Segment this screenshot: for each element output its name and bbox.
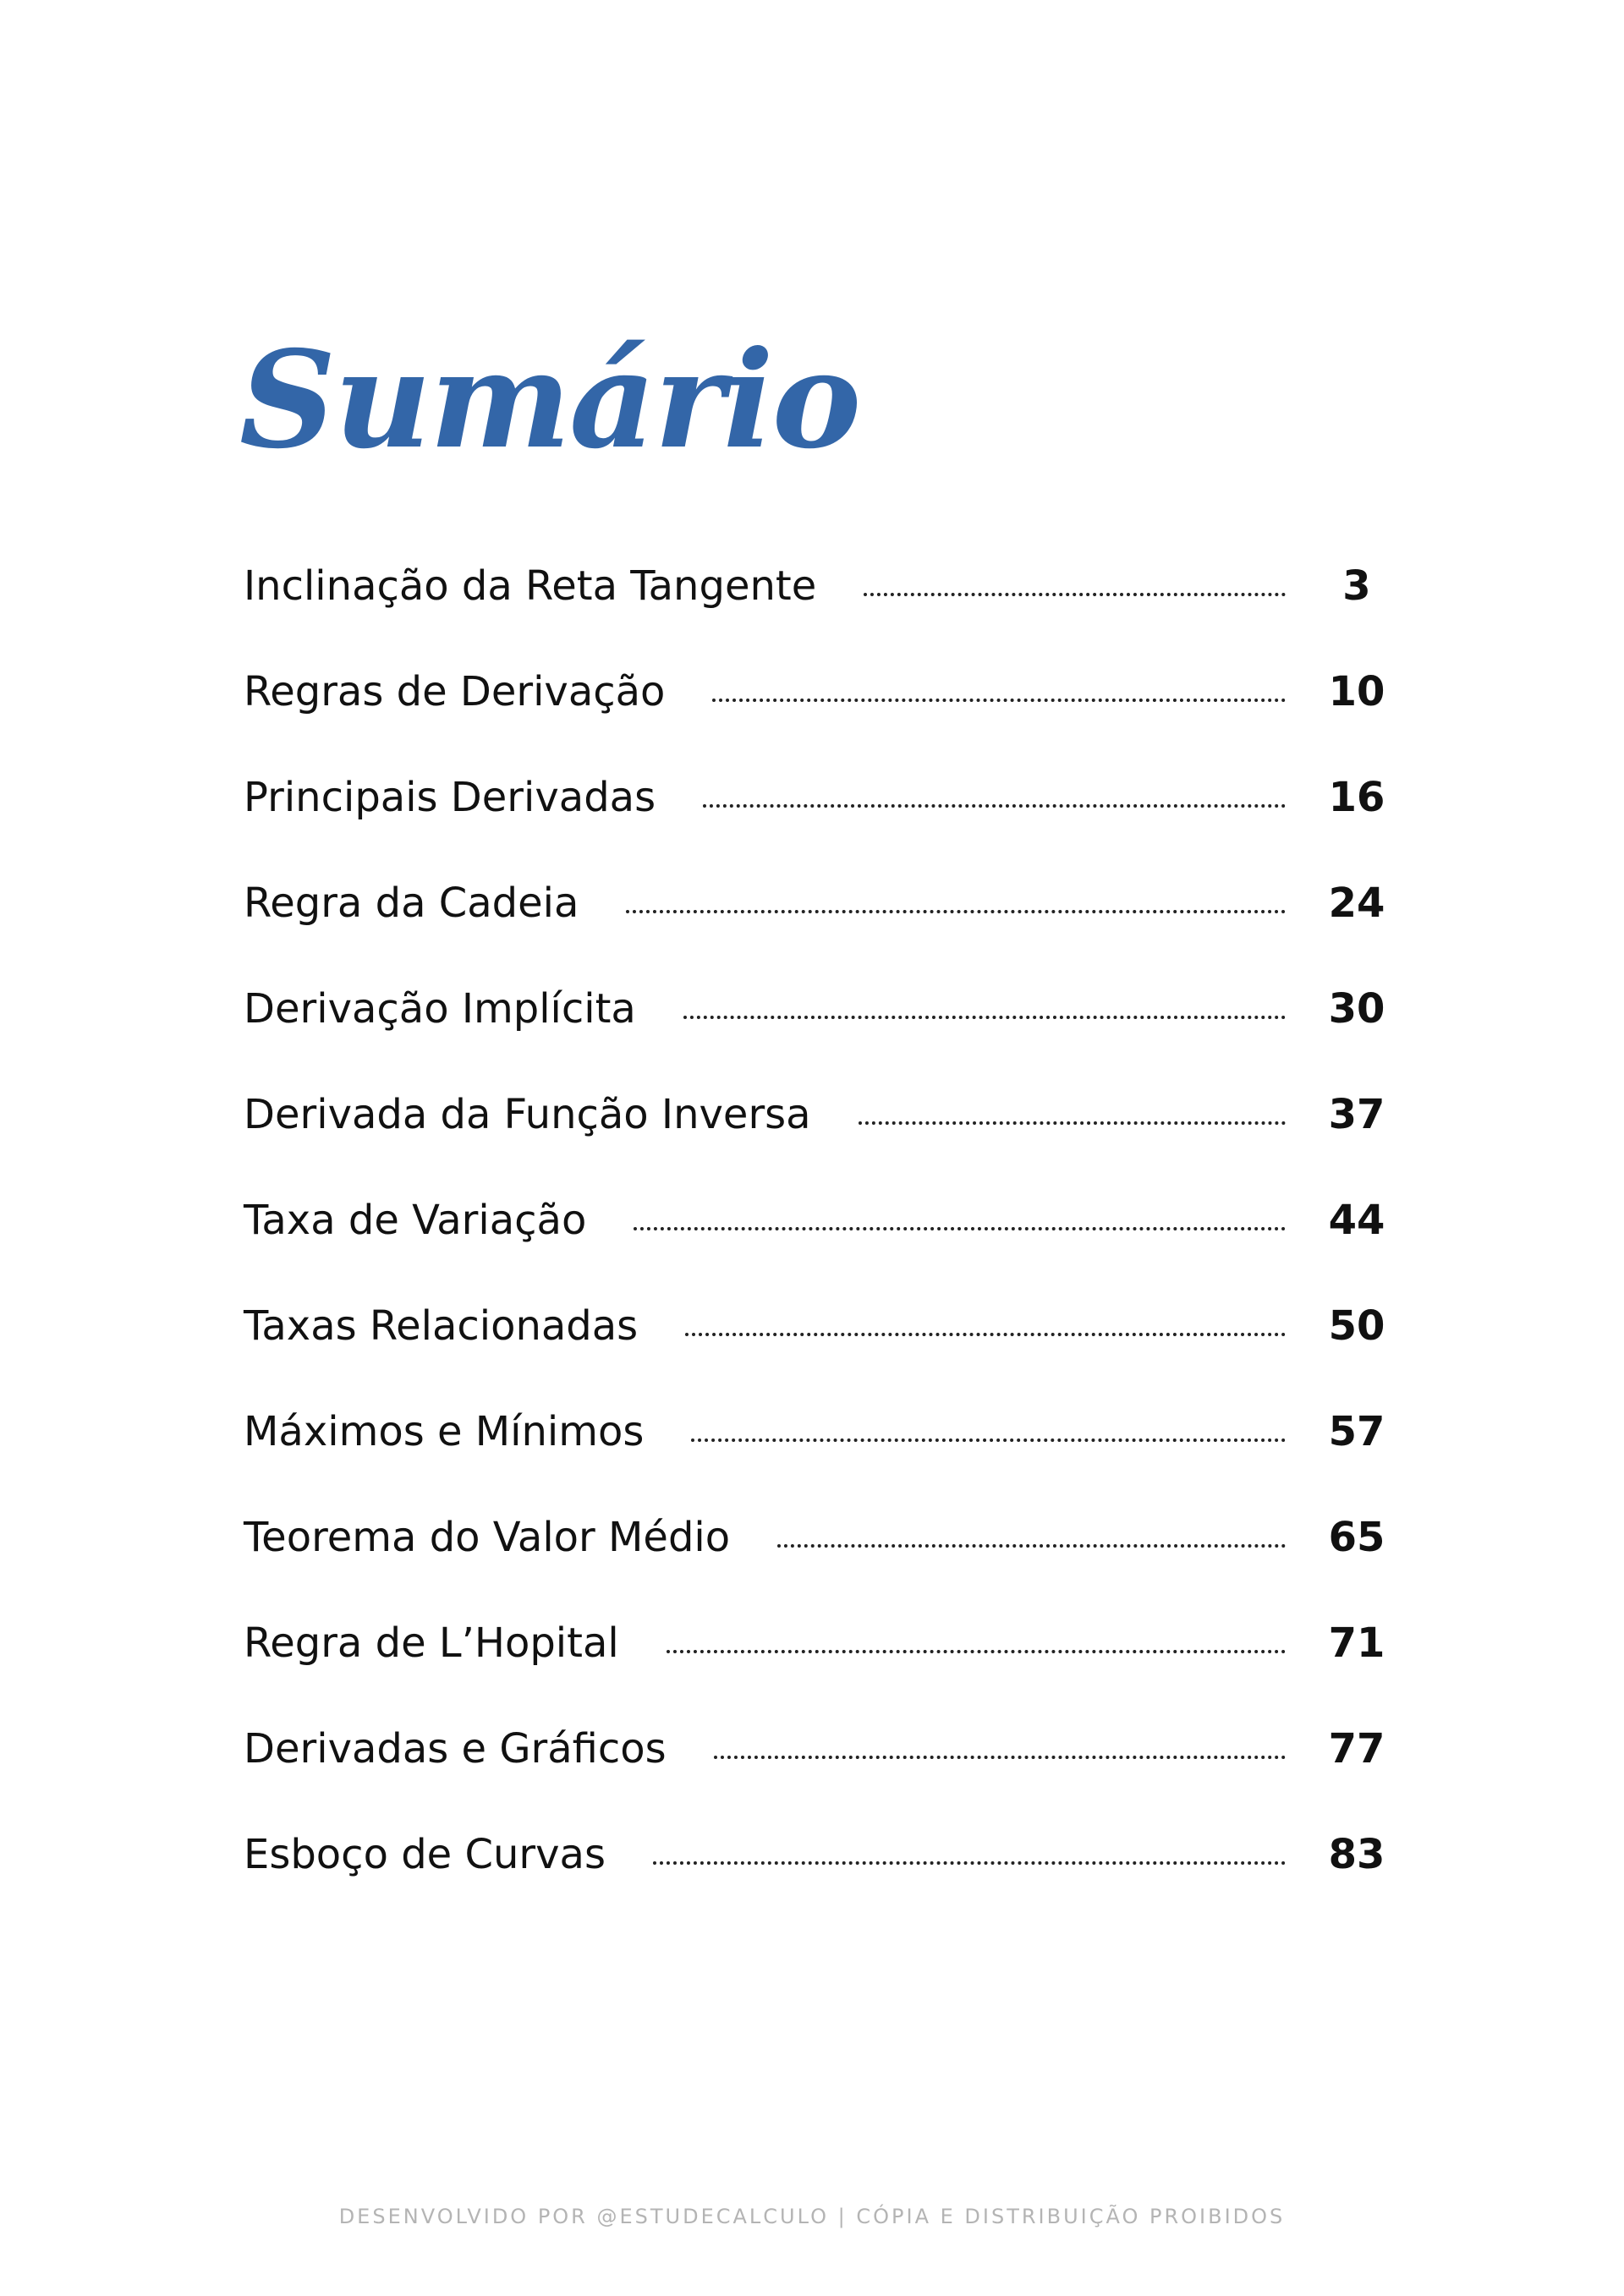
toc-dot-leader bbox=[653, 1861, 1286, 1865]
toc-entry[interactable] bbox=[244, 1619, 1387, 1725]
toc-entry-label: Principais Derivadas bbox=[244, 774, 656, 821]
toc-dot-leader bbox=[703, 804, 1286, 808]
toc-dot-leader bbox=[864, 593, 1286, 596]
toc-dot-leader bbox=[685, 1333, 1286, 1336]
toc-entry[interactable] bbox=[244, 562, 1387, 668]
toc-page-number: 16 bbox=[1328, 774, 1385, 821]
toc-dot-leader bbox=[712, 699, 1286, 702]
toc-entry[interactable] bbox=[244, 774, 1387, 879]
toc-dot-leader bbox=[859, 1121, 1286, 1125]
toc-page-number: 71 bbox=[1328, 1619, 1385, 1667]
toc-entry[interactable] bbox=[244, 879, 1387, 985]
page-title: Sumário bbox=[239, 322, 860, 479]
toc-entry-label: Regras de Derivação bbox=[244, 668, 666, 715]
toc-entry-label: Derivadas e Gráficos bbox=[244, 1725, 667, 1773]
toc-entry-label: Regra de L’Hopital bbox=[244, 1619, 619, 1667]
toc-page-number: 77 bbox=[1328, 1725, 1385, 1773]
toc-page-number: 50 bbox=[1328, 1302, 1385, 1350]
toc-entry[interactable] bbox=[244, 1831, 1387, 1937]
toc-entry-label: Teorema do Valor Médio bbox=[244, 1514, 731, 1561]
toc-entry[interactable] bbox=[244, 1091, 1387, 1197]
table-of-contents bbox=[244, 562, 1387, 1937]
toc-entry-label: Taxas Relacionadas bbox=[244, 1302, 639, 1350]
toc-dot-leader bbox=[714, 1756, 1286, 1759]
toc-dot-leader bbox=[777, 1544, 1286, 1548]
toc-entry[interactable] bbox=[244, 1725, 1387, 1831]
footer-copyright-notice: DESENVOLVIDO POR @ESTUDECALCULO | CÓPIA E DISTRIBUIÇÃO PROIBIDOS bbox=[338, 2205, 1286, 2228]
toc-dot-leader bbox=[691, 1438, 1286, 1442]
toc-page-number: 57 bbox=[1328, 1408, 1385, 1455]
toc-entry-label: Esboço de Curvas bbox=[244, 1831, 606, 1878]
toc-page-number: 37 bbox=[1328, 1091, 1385, 1138]
toc-entry[interactable] bbox=[244, 668, 1387, 774]
toc-entry[interactable] bbox=[244, 1197, 1387, 1302]
toc-entry[interactable] bbox=[244, 1302, 1387, 1408]
toc-entry[interactable] bbox=[244, 1408, 1387, 1514]
toc-page-number: 30 bbox=[1328, 985, 1385, 1033]
toc-dot-leader bbox=[667, 1650, 1286, 1653]
toc-page-number: 24 bbox=[1328, 879, 1385, 927]
toc-entry-label: Máximos e Mínimos bbox=[244, 1408, 645, 1455]
toc-page-number: 10 bbox=[1328, 668, 1385, 715]
toc-entry-label: Derivação Implícita bbox=[244, 985, 636, 1033]
toc-entry-label: Taxa de Variação bbox=[244, 1197, 587, 1244]
toc-page-number: 83 bbox=[1328, 1831, 1385, 1878]
toc-dot-leader bbox=[683, 1016, 1286, 1019]
toc-dot-leader bbox=[626, 910, 1286, 913]
toc-page-number: 65 bbox=[1328, 1514, 1385, 1561]
toc-page-number: 3 bbox=[1342, 562, 1371, 610]
toc-entry[interactable] bbox=[244, 985, 1387, 1091]
toc-dot-leader bbox=[634, 1227, 1286, 1230]
toc-entry-label: Derivada da Função Inversa bbox=[244, 1091, 811, 1138]
toc-page-number: 44 bbox=[1328, 1197, 1385, 1244]
toc-entry-label: Inclinação da Reta Tangente bbox=[244, 562, 817, 610]
toc-entry-label: Regra da Cadeia bbox=[244, 879, 579, 927]
toc-entry[interactable] bbox=[244, 1514, 1387, 1619]
